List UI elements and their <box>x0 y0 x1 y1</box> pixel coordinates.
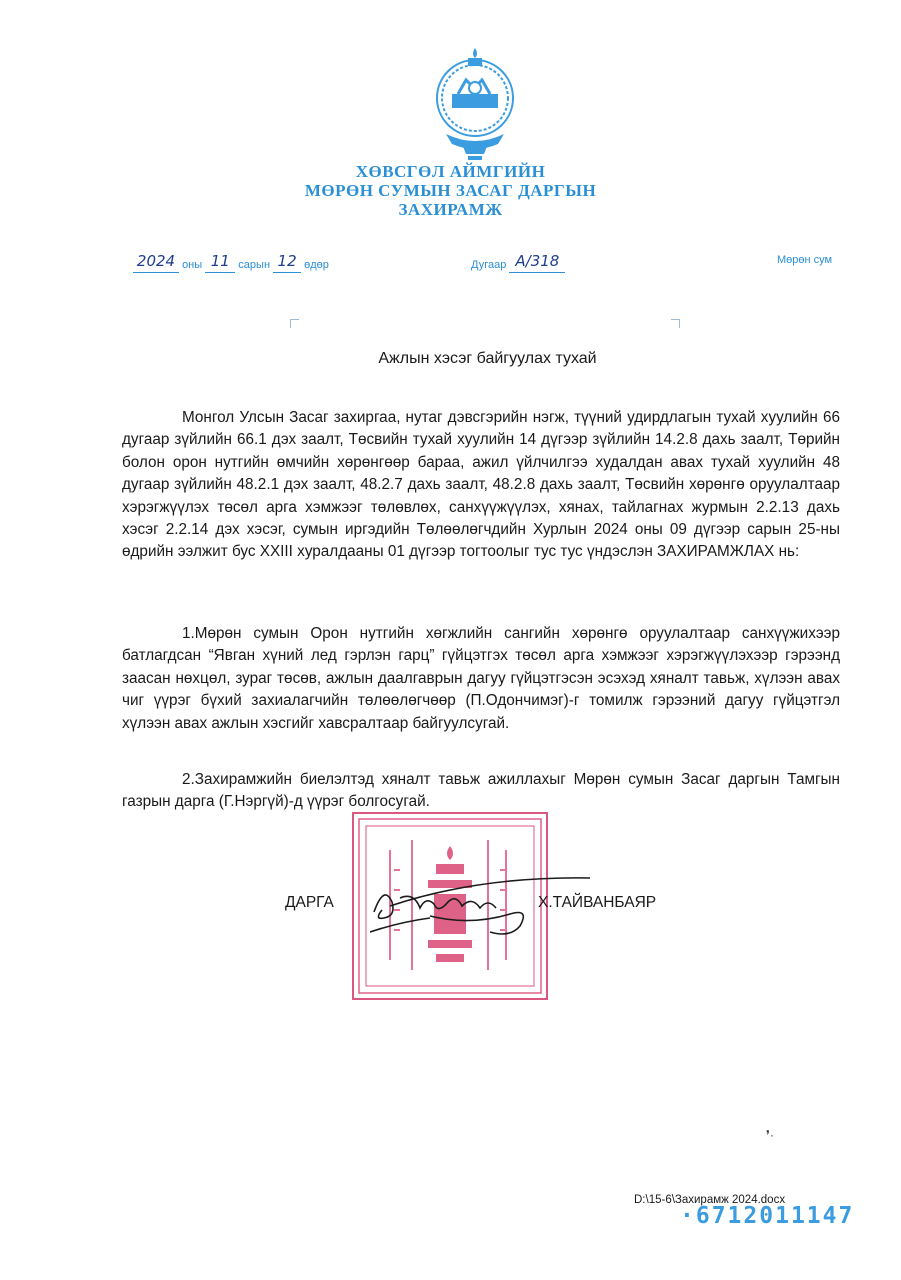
place: Мөрөн сум <box>777 254 833 266</box>
document-number <box>471 254 565 273</box>
margin-corner-left <box>290 319 299 328</box>
registry-number-value: 6712011147 <box>695 1203 855 1229</box>
day-label: өдөр <box>304 259 329 271</box>
date-day: 12 <box>277 252 297 270</box>
month-label: сарын <box>238 259 271 271</box>
order-item-2-text: 2.Захирамжийн биелэлтэд хяналт тавьж ажиллахыг Мөрөн сумын Засаг даргын Тамгын газрын дарга (Г.Нэргүй)-д үүрэг болгосугай. <box>122 771 840 811</box>
order-item-2 <box>122 769 840 814</box>
issuer-line-2: МӨРӨН СУМЫН ЗАСАГ ДАРГЫН <box>304 181 597 200</box>
signer-title: ДАРГА <box>285 894 334 911</box>
issue-date <box>133 254 329 273</box>
document-title: Ажлын хэсэг байгуулах тухай <box>378 350 597 367</box>
preamble-text: Монгол Улсын Засаг захиргаа, нутаг дэвсгэрийн нэгж, түүний удирдлагын тухай хуулийн 66 дугаар зүйлийн 66.1 дэх заалт, Төсвийн тухай хуулийн 14 дүгээр зүйлийн 14.2.8 дахь заалт, Төрийн болон орон нутгийн өмчийн хөрөнгөөр бараа, ажил үйлчилгээ худалдан авах тухай хуулийн 48 дугаар зүйлийн 48.2.1 дэх заалт, 48.2.7 дахь заалт, 48.2.8 дахь заалт, Төсвийн хөрөнгө оруулалтаар хэрэгжүүлэх төсөл арга хэмжээг төлөвлөх, санхүүжүүлэх, хянах, тайлагнах журмын 2.2.13 дахь хэсэг 2.2.14 дэх хэсэг, сумын иргэдийн Төлөөлөгчдийн Хурлын 2024 оны 09 дүгээр сарын 25-ны өдрийн ээлжит бус XXIII хуралдааны 01 дүгээр тогтоолыг тус тус үндэслэн ЗАХИРАМЖЛАХ нь: <box>122 409 840 561</box>
page-mark: ❜· <box>766 1128 774 1142</box>
file-path: D:\15-6\Захирамж 2024.docx <box>634 1194 786 1206</box>
registry-number: ·6712011147 <box>680 1203 855 1229</box>
state-emblem-icon <box>432 44 518 162</box>
year-label: оны <box>182 259 203 271</box>
date-month: 11 <box>210 252 230 270</box>
number-label: Дугаар <box>471 259 507 271</box>
order-item-1 <box>122 623 840 735</box>
signer-name: Х.ТАЙВАНБАЯР <box>538 894 657 911</box>
order-item-1-text: 1.Мөрөн сумын Орон нутгийн хөгжлийн сангийн хөрөнгө оруулалтаар санхүүжихээр батлагдсан “Явган хүний лед гэрлэн гарц” гүйцэтгэх төсөл арга хэмжээг хэрэгжүүлэхээр гэрээнд заасан нөхцөл, зураг төсөв, ажлын даалгаврын дагуу гүйцэтгэсэн эсэхэд хяналт тавьж, хүлээн авах чиг үүрэг бүхий захиалагчийн төлөөлөгчөөр (П.Одончимэг)-г томилж гэрээний дагуу гүйцэтгэл хүлээн авах ажлын хэсгийг хавсралтаар байгуулсугай. <box>122 625 840 732</box>
document-type: ЗАХИРАМЖ <box>398 200 503 219</box>
margin-corner-right <box>671 319 680 328</box>
number-value: А/318 <box>515 252 560 270</box>
preamble <box>122 407 840 564</box>
date-year: 2024 <box>136 252 176 270</box>
issuer-line-1: ХӨВСГӨЛ АЙМГИЙН <box>355 162 546 181</box>
